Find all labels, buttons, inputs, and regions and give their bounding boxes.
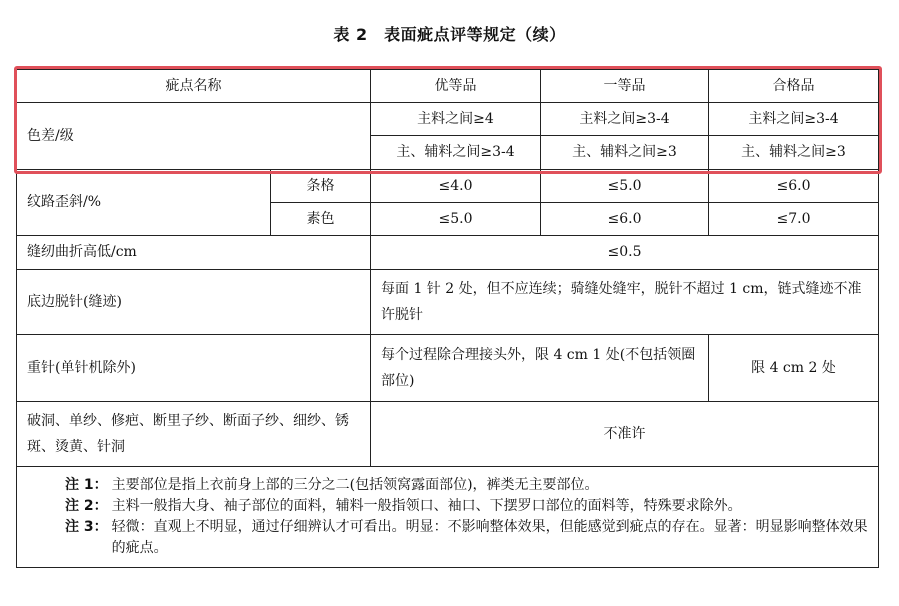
table-row (17, 270, 879, 335)
header-defect-name: 疵点名称 (17, 70, 371, 103)
header-grade-excellent: 优等品 (371, 70, 541, 103)
sub-label-striped: 条格 (271, 170, 371, 203)
table-row (17, 402, 879, 467)
cell-color-main-excellent: 主料之间≥4 (371, 103, 541, 136)
note-3 (65, 517, 868, 559)
cell-double-stitch-a: 每个过程除合理接头外，限 4 cm 1 处(不包括领圈部位) (371, 335, 709, 402)
table-row (17, 236, 879, 270)
note-1-label: 注 1： (65, 477, 108, 493)
header-grade-qualified: 合格品 (709, 70, 879, 103)
cell-skew-plain-first: ≤6.0 (541, 203, 709, 236)
note-2 (65, 496, 868, 517)
table-header-row (17, 70, 879, 103)
note-3-label: 注 3： (65, 519, 108, 535)
note-1 (65, 475, 868, 496)
table-title: 表 2 表面疵点评等规定（续） (333, 25, 566, 44)
cell-holes-value: 不准许 (371, 402, 879, 467)
cell-seam-value: ≤0.5 (371, 236, 879, 270)
sub-label-plain: 素色 (271, 203, 371, 236)
row-label-hem: 底边脱针(缝迹) (17, 270, 371, 335)
cell-color-main-first: 主料之间≥3-4 (541, 103, 709, 136)
row-label-color-diff: 色差/级 (17, 103, 371, 170)
row-label-holes: 破洞、单纱、修疤、断里子纱、断面子纱、细纱、锈斑、烫黄、针洞 (17, 402, 371, 467)
cell-color-main-qualified: 主料之间≥3-4 (709, 103, 879, 136)
table-row (17, 335, 879, 402)
cell-skew-plain-qualified: ≤7.0 (709, 203, 879, 236)
cell-color-aux-excellent: 主、辅料之间≥3-4 (371, 136, 541, 170)
row-label-seam: 缝纫曲折高低/cm (17, 236, 371, 270)
table-row (17, 170, 879, 203)
cell-double-stitch-b: 限 4 cm 2 处 (709, 335, 879, 402)
table-row (17, 103, 879, 136)
defect-grading-table (16, 69, 879, 568)
cell-hem-value: 每面 1 针 2 处，但不应连续；骑缝处缝牢，脱针不超过 1 cm，链式缝迹不准许脱针 (371, 270, 879, 335)
note-2-text: 主料一般指大身、袖子部位的面料，辅料一般指领口、袖口、下摆罗口部位的面料等，特殊要求除外。 (111, 498, 742, 514)
notes-cell (17, 467, 879, 568)
cell-color-aux-first: 主、辅料之间≥3 (541, 136, 709, 170)
header-grade-first: 一等品 (541, 70, 709, 103)
cell-skew-striped-qualified: ≤6.0 (709, 170, 879, 203)
note-1-text: 主要部位是指上衣前身上部的三分之二(包括领窝露面部位)，裤类无主要部位。 (111, 477, 599, 493)
note-3-text: 轻微：直观上不明显，通过仔细辨认才可看出。明显：不影响整体效果，但能感觉到疵点的存在。显著：明显影响整体效果的疵点。 (111, 519, 868, 556)
row-label-double-stitch: 重针(单针机除外) (17, 335, 371, 402)
cell-skew-striped-first: ≤5.0 (541, 170, 709, 203)
note-2-label: 注 2： (65, 498, 108, 514)
row-label-skew: 纹路歪斜/% (17, 170, 271, 236)
notes-row (17, 467, 879, 568)
cell-color-aux-qualified: 主、辅料之间≥3 (709, 136, 879, 170)
cell-skew-striped-excellent: ≤4.0 (371, 170, 541, 203)
cell-skew-plain-excellent: ≤5.0 (371, 203, 541, 236)
